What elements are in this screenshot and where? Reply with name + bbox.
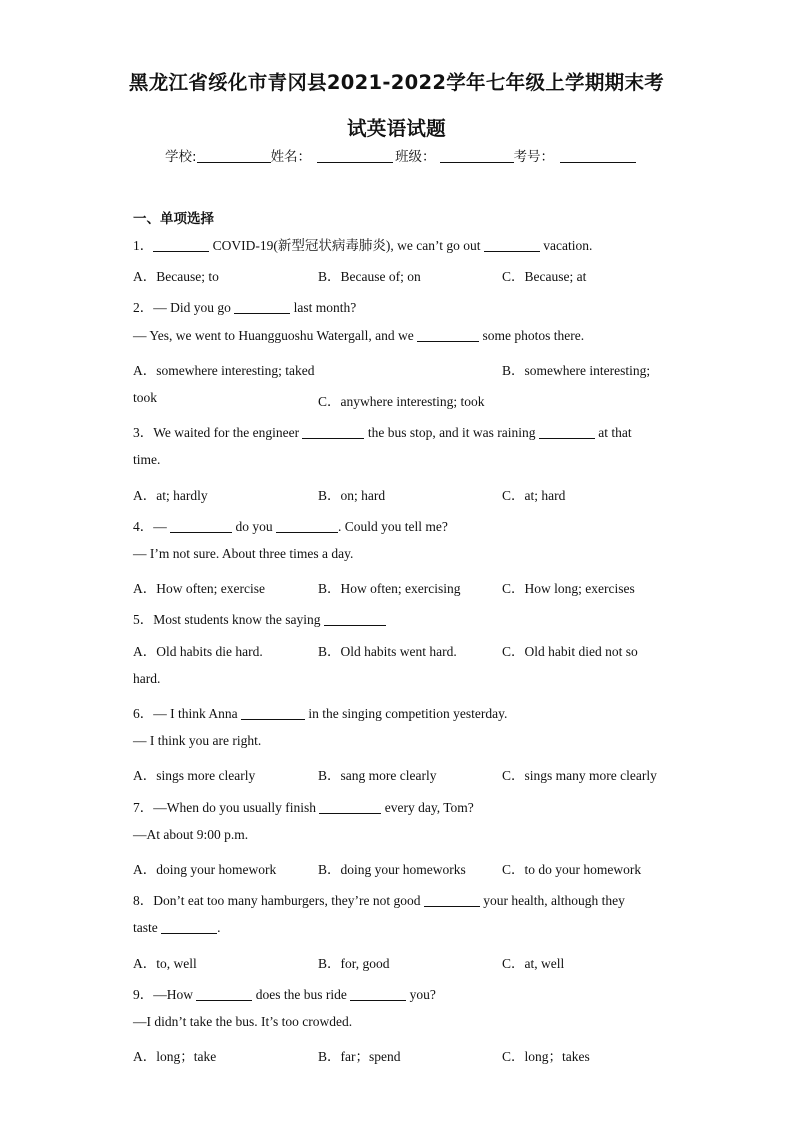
option-a[interactable]: A．long；take bbox=[133, 1049, 217, 1064]
option-c[interactable]: C．Old habit died not so bbox=[502, 644, 638, 659]
question-text: 7．—When do you usually finish bbox=[133, 800, 320, 815]
question-7 bbox=[133, 796, 474, 816]
question-text: — Yes, we went to Huangguoshu Watergall, and we bbox=[133, 328, 418, 343]
school-label: 学校: bbox=[165, 149, 197, 165]
class-label: 班级： bbox=[395, 149, 436, 165]
option-a[interactable]: A．sings more clearly bbox=[133, 768, 256, 783]
option-b[interactable]: B．How often; exercising bbox=[318, 581, 461, 596]
option-b[interactable]: B．somewhere interesting; bbox=[502, 363, 651, 378]
option-a[interactable]: A．How often; exercise bbox=[133, 581, 265, 596]
question-2-line2 bbox=[133, 328, 584, 344]
option-b[interactable]: B．sang more clearly bbox=[318, 768, 437, 783]
answer-blank[interactable] bbox=[539, 425, 595, 439]
option-a[interactable]: A．at; hardly bbox=[133, 488, 208, 503]
question-text: 8．Don’t eat too many hamburgers, they’re not good bbox=[133, 893, 424, 908]
answer-blank[interactable] bbox=[241, 706, 305, 720]
option-b[interactable]: B．Because of; on bbox=[318, 269, 421, 284]
option-b[interactable]: B．for, good bbox=[318, 956, 390, 971]
answer-blank[interactable] bbox=[276, 519, 338, 533]
option-b[interactable]: B．Old habits went hard. bbox=[318, 644, 457, 659]
answer-blank[interactable] bbox=[350, 987, 406, 1001]
answer-blank[interactable] bbox=[234, 300, 290, 314]
question-text: 9．—How bbox=[133, 987, 197, 1002]
answer-blank[interactable] bbox=[302, 425, 364, 439]
answer-blank[interactable] bbox=[324, 612, 386, 626]
question-text: in the singing competition yesterday. bbox=[305, 706, 508, 721]
option-b[interactable]: B．doing your homeworks bbox=[318, 862, 466, 877]
question-text: the bus stop, and it was raining bbox=[364, 425, 539, 440]
section-heading: 一、单项选择 bbox=[133, 211, 214, 227]
option-c[interactable]: C．at; hard bbox=[502, 488, 566, 503]
question-4 bbox=[133, 515, 448, 535]
exam-title-line1: 黑龙江省绥化市青冈县2021-2022学年七年级上学期期末考 bbox=[128, 71, 665, 94]
question-9-line2: —I didn’t take the bus. It’s too crowded. bbox=[133, 1014, 353, 1029]
question-text: taste bbox=[133, 920, 162, 935]
option-b[interactable]: B．on; hard bbox=[318, 488, 386, 503]
question-text: 4．— bbox=[133, 519, 171, 534]
answer-blank[interactable] bbox=[319, 800, 381, 814]
option-c[interactable]: C．sings many more clearly bbox=[502, 768, 657, 783]
option-a[interactable]: A．to, well bbox=[133, 956, 197, 971]
option-a[interactable]: A．somewhere interesting; taked bbox=[133, 363, 315, 378]
question-8-continued bbox=[133, 920, 221, 936]
question-6 bbox=[133, 702, 507, 722]
answer-blank[interactable] bbox=[170, 519, 232, 533]
answer-blank[interactable] bbox=[161, 920, 217, 934]
question-text: does the bus ride bbox=[252, 987, 351, 1002]
question-text: vacation. bbox=[539, 238, 593, 253]
class-field[interactable] bbox=[440, 148, 514, 163]
question-9 bbox=[133, 983, 436, 1003]
question-text: last month? bbox=[290, 300, 357, 315]
option-a[interactable]: A．doing your homework bbox=[133, 862, 277, 877]
answer-blank[interactable] bbox=[196, 987, 252, 1001]
question-text: at that bbox=[594, 425, 632, 440]
question-7-line2: —At about 9:00 p.m. bbox=[133, 827, 249, 842]
answer-blank[interactable] bbox=[153, 238, 209, 252]
question-6-line2: — I think you are right. bbox=[133, 733, 262, 748]
question-text: COVID-19(新型冠状病毒肺炎), we can’t go out bbox=[209, 238, 484, 253]
option-c[interactable]: C．How long; exercises bbox=[502, 581, 635, 596]
question-3-continued: time. bbox=[133, 452, 161, 467]
option-c[interactable]: C．anywhere interesting; took bbox=[318, 394, 485, 409]
option-c-continued: hard. bbox=[133, 671, 161, 686]
question-8 bbox=[133, 889, 625, 909]
question-text: every day, Tom? bbox=[381, 800, 474, 815]
school-field[interactable] bbox=[197, 148, 271, 163]
option-b-continued: took bbox=[133, 390, 158, 405]
option-c[interactable]: C．Because; at bbox=[502, 269, 587, 284]
question-4-line2: — I’m not sure. About three times a day. bbox=[133, 546, 354, 561]
name-field[interactable] bbox=[317, 148, 393, 163]
question-text: 1． bbox=[133, 238, 154, 253]
number-field[interactable] bbox=[560, 148, 636, 163]
option-c[interactable]: C．at, well bbox=[502, 956, 565, 971]
option-a[interactable]: A．Because; to bbox=[133, 269, 219, 284]
question-text: 2．— Did you go bbox=[133, 300, 235, 315]
question-text: you? bbox=[406, 987, 436, 1002]
name-label: 姓名： bbox=[270, 149, 312, 165]
answer-blank[interactable] bbox=[417, 328, 479, 342]
question-5 bbox=[133, 608, 386, 628]
option-a[interactable]: A．Old habits die hard. bbox=[133, 644, 263, 659]
student-info-row bbox=[165, 145, 636, 165]
option-b[interactable]: B．far；spend bbox=[318, 1049, 401, 1064]
question-text: do you bbox=[232, 519, 276, 534]
question-2 bbox=[133, 296, 356, 316]
answer-blank[interactable] bbox=[484, 238, 540, 252]
exam-title-line2: 试英语试题 bbox=[346, 117, 446, 140]
question-text: 5．Most students know the saying bbox=[133, 612, 324, 627]
question-text: . bbox=[217, 920, 221, 935]
question-text: some photos there. bbox=[479, 328, 585, 343]
question-text: . Could you tell me? bbox=[338, 519, 448, 534]
question-3 bbox=[133, 421, 632, 441]
option-c[interactable]: C．long；takes bbox=[502, 1049, 590, 1064]
number-label: 考号： bbox=[513, 149, 555, 165]
question-text: 3．We waited for the engineer bbox=[133, 425, 303, 440]
option-c[interactable]: C．to do your homework bbox=[502, 862, 642, 877]
question-text: your health, although they bbox=[479, 893, 625, 908]
question-text: 6．— I think Anna bbox=[133, 706, 241, 721]
answer-blank[interactable] bbox=[424, 893, 480, 907]
question-1 bbox=[133, 234, 592, 254]
